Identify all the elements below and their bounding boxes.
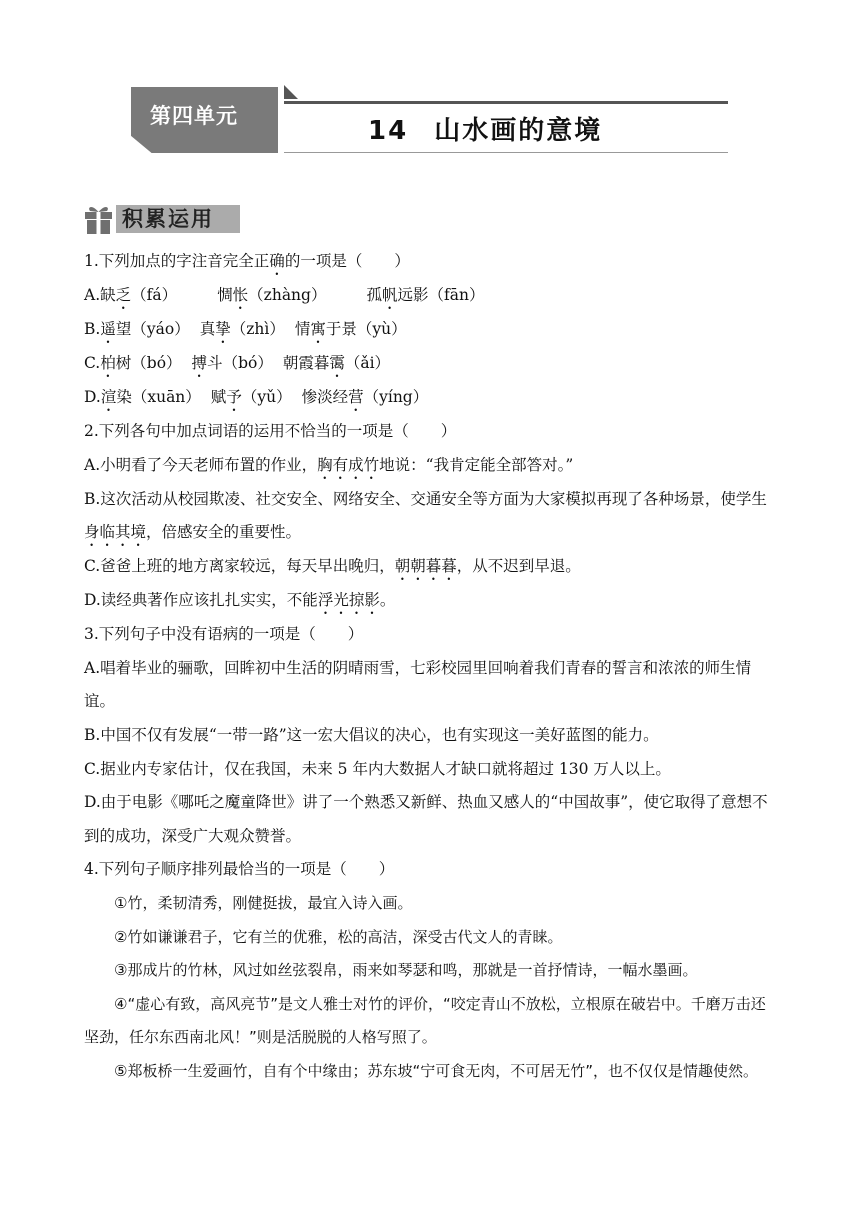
q1-option-a: A.缺乏（fá） 惆怅（zhàng） 孤帆远影（fān）	[84, 286, 485, 304]
section-title: 积累运用	[116, 205, 240, 233]
q3-stem: 3.下列句子中没有语病的一项是（ ）	[84, 625, 364, 644]
q4-stem: 4.下列句子顺序排列最恰当的一项是（ ）	[84, 860, 395, 879]
lesson-title-text: 山水画的意境	[434, 116, 603, 146]
q1-option-b: B.遥望（yáo） 真挚（zhì） 情寓于景（yù）	[84, 320, 407, 338]
q3-option-a: A.唱着毕业的骊歌，回眸初中生活的阴晴雨雪，七彩校园里回响着我们青春的誓言和浓浓的师生情谊。	[84, 658, 752, 711]
lesson-title	[368, 110, 602, 147]
q3-option-d: D.由于电影《哪吒之魔童降世》讲了一个熟悉又新鲜、热血又感人的“中国故事”，使它取得了意想不到的成功，深受广大观众赞誉。	[84, 793, 768, 845]
q2-option-a: A.小明看了今天老师布置的作业，胸有成竹地说：“我肯定能全部答对。”	[84, 455, 574, 474]
q1-option-c: C.柏树（bó） 搏斗（bó） 朝霞暮霭（ǎi）	[84, 354, 391, 372]
q3-option-b: B.中国不仅有发展“一带一路”这一宏大倡议的决心，也有实现这一美好蓝图的能力。	[84, 725, 659, 744]
q2-option-d: D.读经典著作应该扎扎实实，不能浮光掠影。	[84, 591, 396, 610]
gift-icon	[84, 203, 113, 234]
unit-label: 第四单元	[150, 104, 238, 128]
title-corner-mark	[284, 85, 298, 99]
q1-stem: 1.下列加点的字注音完全正确的一项是（ ）	[84, 252, 410, 270]
q3-option-c: C.据业内专家估计，仅在我国，未来 5 年内大数据人才缺口就将超过 130 万人以上。	[84, 759, 671, 778]
q4-sentence-3: ③那成片的竹林，风过如丝弦裂帛，雨来如琴瑟和鸣，那就是一首抒情诗，一幅水墨画。	[114, 961, 698, 980]
title-top-rule	[284, 101, 728, 104]
q2-stem: 2.下列各句中加点词语的运用不恰当的一项是（ ）	[84, 422, 457, 440]
title-bottom-rule	[284, 152, 728, 153]
q1-option-d: D.渲染（xuān） 赋予（yǔ） 惨淡经营（yíng）	[84, 388, 429, 406]
q2-option-b: B.这次活动从校园欺凌、社交安全、网络安全、交通安全等方面为大家模拟再现了各种场景，使学生身临其境，倍感安全的重要性。	[84, 489, 767, 542]
q4-sentence-5: ⑤郑板桥一生爱画竹，自有个中缘由；苏东坡“宁可食无肉，不可居无竹”，也不仅仅是情趣使然。	[114, 1061, 758, 1080]
question-content	[84, 245, 778, 1089]
q4-sentence-4: ④“虚心有致，高风亮节”是文人雅士对竹的评价，“咬定青山不放松，立根原在破岩中。千磨万击还坚劲，任尔东西南北风！”则是活脱脱的人格写照了。	[84, 994, 766, 1047]
q2-option-c: C.爸爸上班的地方离家较远，每天早出晚归，朝朝暮暮，从不迟到早退。	[84, 557, 581, 576]
q4-sentence-2: ②竹如谦谦君子，它有兰的优雅，松的高洁，深受古代文人的青睐。	[114, 927, 563, 946]
lesson-number: 14	[368, 116, 409, 146]
q4-sentence-1: ①竹，柔韧清秀，刚健挺拔，最宜入诗入画。	[114, 893, 413, 912]
